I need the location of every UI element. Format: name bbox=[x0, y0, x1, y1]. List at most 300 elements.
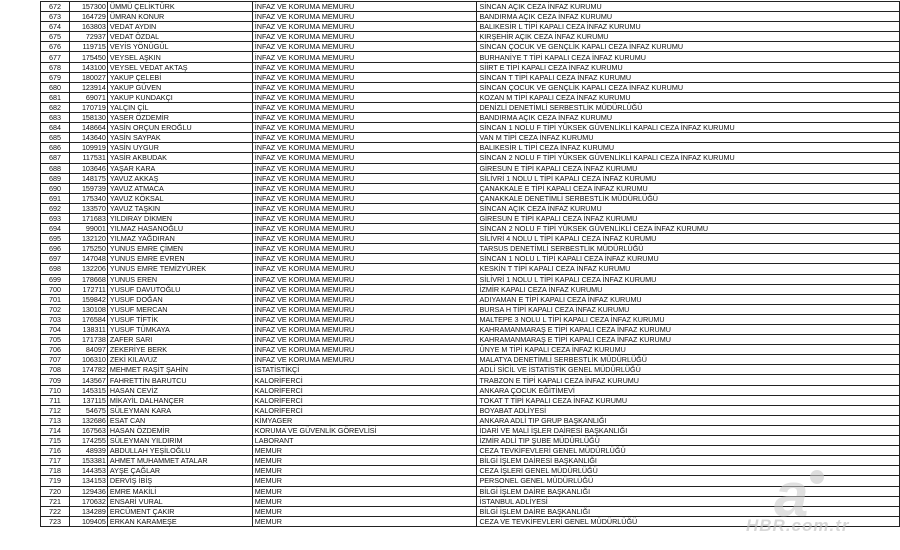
full-name-cell: YAVUZ AKKAŞ bbox=[107, 173, 252, 183]
assigned-institution-cell: BANDIRMA AÇIK CEZA İNFAZ KURUMU bbox=[477, 12, 900, 22]
registry-id-cell: 143100 bbox=[69, 62, 107, 72]
row-number-cell: 694 bbox=[41, 224, 70, 234]
table-row bbox=[41, 153, 900, 163]
row-number-cell: 713 bbox=[41, 415, 70, 425]
table-row bbox=[41, 486, 900, 496]
row-number-cell: 691 bbox=[41, 193, 70, 203]
row-number-cell: 684 bbox=[41, 123, 70, 133]
table-row bbox=[41, 123, 900, 133]
assigned-institution-cell: CEZA TEVKİFEVLERİ GENEL MÜDÜRLÜĞÜ bbox=[477, 446, 900, 456]
assigned-institution-cell: SİLİVRİ 1 NOLU L TİPİ KAPALI CEZA İNFAZ KURUMU bbox=[477, 274, 900, 284]
job-title-cell: MEMUR bbox=[252, 476, 477, 486]
table-row bbox=[41, 405, 900, 415]
row-number-cell: 697 bbox=[41, 254, 70, 264]
registry-id-cell: 159842 bbox=[69, 294, 107, 304]
table-row bbox=[41, 213, 900, 223]
job-title-cell: İNFAZ VE KORUMA MEMURU bbox=[252, 2, 477, 12]
job-title-cell: KALORİFERCİ bbox=[252, 375, 477, 385]
full-name-cell: ÜMMÜ ÇELİKTÜRK bbox=[107, 2, 252, 12]
row-number-cell: 688 bbox=[41, 163, 70, 173]
row-number-cell: 679 bbox=[41, 72, 70, 82]
registry-id-cell: 143640 bbox=[69, 133, 107, 143]
job-title-cell: İNFAZ VE KORUMA MEMURU bbox=[252, 325, 477, 335]
assigned-institution-cell: SİLİVRİ 1 NOLU L TİPİ KAPALI CEZA İNFAZ KURUMU bbox=[477, 173, 900, 183]
assigned-institution-cell: ÇANAKKALE E TİPİ KAPALI CEZA İNFAZ KURUMU bbox=[477, 183, 900, 193]
registry-id-cell: 84097 bbox=[69, 345, 107, 355]
full-name-cell: YUSUF DAVUTOĞLU bbox=[107, 284, 252, 294]
table-row bbox=[41, 254, 900, 264]
full-name-cell: YAKUP KUNDAKÇI bbox=[107, 92, 252, 102]
assigned-institution-cell: BALIKESİR L TİPİ KAPALI CEZA İNFAZ KURUMU bbox=[477, 22, 900, 32]
registry-id-cell: 132686 bbox=[69, 415, 107, 425]
table-row bbox=[41, 506, 900, 516]
row-number-cell: 717 bbox=[41, 456, 70, 466]
registry-id-cell: 180027 bbox=[69, 72, 107, 82]
assigned-institution-cell: DENİZLİ DENETİMLİ SERBESTLİK MÜDÜRLÜĞÜ bbox=[477, 102, 900, 112]
job-title-cell: İNFAZ VE KORUMA MEMURU bbox=[252, 234, 477, 244]
registry-id-cell: 170632 bbox=[69, 496, 107, 506]
assigned-institution-cell: SİNCAN ÇOCUK VE GENÇLİK KAPALI CEZA İNFAZ KURUMU bbox=[477, 42, 900, 52]
full-name-cell: ÜMRAN KONUR bbox=[107, 12, 252, 22]
table-row bbox=[41, 446, 900, 456]
row-number-cell: 706 bbox=[41, 345, 70, 355]
job-title-cell: İNFAZ VE KORUMA MEMURU bbox=[252, 264, 477, 274]
table-row bbox=[41, 82, 900, 92]
registry-id-cell: 54675 bbox=[69, 405, 107, 415]
registry-id-cell: 175250 bbox=[69, 244, 107, 254]
table-row bbox=[41, 395, 900, 405]
assigned-institution-cell: BURSA H TİPİ KAPALI CEZA İNFAZ KURUMU bbox=[477, 304, 900, 314]
assigned-institution-cell: BURHANİYE T TİPİ KAPALI CEZA İNFAZ KURUMU bbox=[477, 52, 900, 62]
row-number-cell: 707 bbox=[41, 355, 70, 365]
full-name-cell: YUNUS EMRE ÇİMEN bbox=[107, 244, 252, 254]
table-row bbox=[41, 425, 900, 435]
full-name-cell: DERVİŞ İBİŞ bbox=[107, 476, 252, 486]
assigned-institution-cell: KIRŞEHİR AÇIK CEZA İNFAZ KURUMU bbox=[477, 32, 900, 42]
table-row bbox=[41, 345, 900, 355]
assigned-institution-cell: BOYABAT ADLİYESİ bbox=[477, 405, 900, 415]
job-title-cell: İNFAZ VE KORUMA MEMURU bbox=[252, 203, 477, 213]
row-number-cell: 721 bbox=[41, 496, 70, 506]
job-title-cell: İNFAZ VE KORUMA MEMURU bbox=[252, 72, 477, 82]
registry-id-cell: 109919 bbox=[69, 143, 107, 153]
full-name-cell: SÜLEYMAN YILDIRIM bbox=[107, 436, 252, 446]
row-number-cell: 709 bbox=[41, 375, 70, 385]
assigned-institution-cell: VAN M TİPİ CEZA İNFAZ KURUMU bbox=[477, 133, 900, 143]
job-title-cell: İNFAZ VE KORUMA MEMURU bbox=[252, 143, 477, 153]
table-row bbox=[41, 234, 900, 244]
job-title-cell: İNFAZ VE KORUMA MEMURU bbox=[252, 82, 477, 92]
full-name-cell: YASİR AKBUDAK bbox=[107, 153, 252, 163]
assigned-institution-cell: SİNCAN ÇOCUK VE GENÇLİK KAPALI CEZA İNFAZ KURUMU bbox=[477, 82, 900, 92]
assigned-institution-cell: SİİRT E TİPİ KAPALI CEZA İNFAZ KURUMU bbox=[477, 62, 900, 72]
table-row bbox=[41, 355, 900, 365]
full-name-cell: HASAN ÖZDEMİR bbox=[107, 425, 252, 435]
job-title-cell: İNFAZ VE KORUMA MEMURU bbox=[252, 32, 477, 42]
table-row bbox=[41, 314, 900, 324]
table-row bbox=[41, 456, 900, 466]
full-name-cell: YUSUF MERCAN bbox=[107, 304, 252, 314]
registry-id-cell: 143567 bbox=[69, 375, 107, 385]
full-name-cell: YAVUZ ATMACA bbox=[107, 183, 252, 193]
registry-id-cell: 137115 bbox=[69, 395, 107, 405]
table-row bbox=[41, 72, 900, 82]
assigned-institution-cell: ÇANAKKALE DENETİMLİ SERBESTLİK MÜDÜRLÜĞÜ bbox=[477, 193, 900, 203]
row-number-cell: 693 bbox=[41, 213, 70, 223]
job-title-cell: KALORİFERCİ bbox=[252, 405, 477, 415]
registry-id-cell: 134289 bbox=[69, 506, 107, 516]
registry-id-cell: 133570 bbox=[69, 203, 107, 213]
table-row bbox=[41, 12, 900, 22]
full-name-cell: YAKUP ÇELEBİ bbox=[107, 72, 252, 82]
full-name-cell: YILMAZ HASANOĞLU bbox=[107, 224, 252, 234]
assigned-institution-cell: TARSUS DENETİMLİ SERBESTLİK MÜDÜRLÜĞÜ bbox=[477, 244, 900, 254]
full-name-cell: ABDULLAH YEŞİLOĞLU bbox=[107, 446, 252, 456]
registry-id-cell: 119715 bbox=[69, 42, 107, 52]
registry-id-cell: 175340 bbox=[69, 193, 107, 203]
row-number-cell: 712 bbox=[41, 405, 70, 415]
job-title-cell: İNFAZ VE KORUMA MEMURU bbox=[252, 294, 477, 304]
full-name-cell: ZAFER SARI bbox=[107, 335, 252, 345]
registry-id-cell: 148175 bbox=[69, 173, 107, 183]
job-title-cell: İNFAZ VE KORUMA MEMURU bbox=[252, 244, 477, 254]
job-title-cell: İNFAZ VE KORUMA MEMURU bbox=[252, 92, 477, 102]
job-title-cell: İSTATİSTİKÇİ bbox=[252, 365, 477, 375]
assigned-institution-cell: TRABZON E TİPİ KAPALI CEZA İNFAZ KURUMU bbox=[477, 375, 900, 385]
assigned-institution-cell: BİLGİ İŞLEM DAİRE BAŞKANLIĞI bbox=[477, 506, 900, 516]
full-name-cell: YAVUZ KÖKSAL bbox=[107, 193, 252, 203]
row-number-cell: 695 bbox=[41, 234, 70, 244]
full-name-cell: ERKAN KARAMEŞE bbox=[107, 516, 252, 526]
watermark-letter: a bbox=[774, 461, 809, 530]
registry-id-cell: 72937 bbox=[69, 32, 107, 42]
row-number-cell: 692 bbox=[41, 203, 70, 213]
full-name-cell: YASİN ORÇUN EROĞLU bbox=[107, 123, 252, 133]
row-number-cell: 674 bbox=[41, 22, 70, 32]
table-row bbox=[41, 92, 900, 102]
full-name-cell: YAKUP GÜVEN bbox=[107, 82, 252, 92]
assigned-institution-cell: SİNCAN 1 NOLU F TİPİ YÜKSEK GÜVENLİKLİ KAPALI CEZA İNFAZ KURUMU bbox=[477, 123, 900, 133]
job-title-cell: İNFAZ VE KORUMA MEMURU bbox=[252, 22, 477, 32]
registry-id-cell: 171683 bbox=[69, 213, 107, 223]
table-row bbox=[41, 335, 900, 345]
registry-id-cell: 138311 bbox=[69, 325, 107, 335]
row-number-cell: 676 bbox=[41, 42, 70, 52]
assigned-institution-cell: İZMİR KAPALI CEZA İNFAZ KURUMU bbox=[477, 284, 900, 294]
registry-id-cell: 99001 bbox=[69, 224, 107, 234]
row-number-cell: 675 bbox=[41, 32, 70, 42]
row-number-cell: 699 bbox=[41, 274, 70, 284]
row-number-cell: 680 bbox=[41, 82, 70, 92]
job-title-cell: İNFAZ VE KORUMA MEMURU bbox=[252, 62, 477, 72]
job-title-cell: İNFAZ VE KORUMA MEMURU bbox=[252, 173, 477, 183]
table-row bbox=[41, 476, 900, 486]
full-name-cell: YILMAZ YAĞDIRAN bbox=[107, 234, 252, 244]
table-row bbox=[41, 375, 900, 385]
row-number-cell: 711 bbox=[41, 395, 70, 405]
assigned-institution-cell: GİRESUN E TİPİ KAPALI CEZA İNFAZ KURUMU bbox=[477, 213, 900, 223]
row-number-cell: 701 bbox=[41, 294, 70, 304]
registry-id-cell: 171738 bbox=[69, 335, 107, 345]
assigned-institution-cell: ADLİ SİCİL VE İSTATİSTİK GENEL MÜDÜRLÜĞÜ bbox=[477, 365, 900, 375]
assigned-institution-cell: SİNCAN AÇIK CEZA İNFAZ KURUMU bbox=[477, 2, 900, 12]
job-title-cell: MEMUR bbox=[252, 446, 477, 456]
table-row bbox=[41, 466, 900, 476]
job-title-cell: MEMUR bbox=[252, 496, 477, 506]
registry-id-cell: 163803 bbox=[69, 22, 107, 32]
registry-id-cell: 176584 bbox=[69, 314, 107, 324]
assigned-institution-cell: ÜNYE M TİPİ KAPALI CEZA İNFAZ KURUMU bbox=[477, 345, 900, 355]
job-title-cell: İNFAZ VE KORUMA MEMURU bbox=[252, 314, 477, 324]
table-row bbox=[41, 193, 900, 203]
job-title-cell: KORUMA VE GÜVENLİK GÖREVLİSİ bbox=[252, 425, 477, 435]
assigned-institution-cell: ADIYAMAN E TİPİ KAPALI CEZA İNFAZ KURUMU bbox=[477, 294, 900, 304]
assigned-institution-cell: TOKAT T TİPİ KAPALI CEZA İNFAZ KURUMU bbox=[477, 395, 900, 405]
full-name-cell: EMRE MAKİLİ bbox=[107, 486, 252, 496]
job-title-cell: İNFAZ VE KORUMA MEMURU bbox=[252, 153, 477, 163]
row-number-cell: 677 bbox=[41, 52, 70, 62]
row-number-cell: 703 bbox=[41, 314, 70, 324]
registry-id-cell: 172711 bbox=[69, 284, 107, 294]
registry-id-cell: 144353 bbox=[69, 466, 107, 476]
row-number-cell: 704 bbox=[41, 325, 70, 335]
registry-id-cell: 130108 bbox=[69, 304, 107, 314]
job-title-cell: İNFAZ VE KORUMA MEMURU bbox=[252, 345, 477, 355]
assigned-institution-cell: İDARİ VE MALİ İŞLER DAİRESİ BAŞKANLIĞI bbox=[477, 425, 900, 435]
table-row bbox=[41, 42, 900, 52]
registry-id-cell: 148664 bbox=[69, 123, 107, 133]
table-row bbox=[41, 304, 900, 314]
full-name-cell: MİKAYİL DALHANÇER bbox=[107, 395, 252, 405]
row-number-cell: 696 bbox=[41, 244, 70, 254]
job-title-cell: KİMYAGER bbox=[252, 415, 477, 425]
job-title-cell: İNFAZ VE KORUMA MEMURU bbox=[252, 304, 477, 314]
row-number-cell: 673 bbox=[41, 12, 70, 22]
registry-id-cell: 132206 bbox=[69, 264, 107, 274]
assigned-institution-cell: PERSONEL GENEL MÜDÜRLÜĞÜ bbox=[477, 476, 900, 486]
assigned-institution-cell: SİNCAN 1 NOLU L TİPİ KAPALI CEZA İNFAZ KURUMU bbox=[477, 254, 900, 264]
row-number-cell: 689 bbox=[41, 173, 70, 183]
registry-id-cell: 175450 bbox=[69, 52, 107, 62]
full-name-cell: ERCÜMENT ÇAKIR bbox=[107, 506, 252, 516]
assigned-institution-cell: KESKİN T TİPİ KAPALI CEZA İNFAZ KURUMU bbox=[477, 264, 900, 274]
full-name-cell: YASİN SAYPAK bbox=[107, 133, 252, 143]
table-row bbox=[41, 415, 900, 425]
job-title-cell: İNFAZ VE KORUMA MEMURU bbox=[252, 224, 477, 234]
job-title-cell: MEMUR bbox=[252, 516, 477, 526]
row-number-cell: 705 bbox=[41, 335, 70, 345]
job-title-cell: MEMUR bbox=[252, 506, 477, 516]
assigned-institution-cell: MALATYA DENETİMLİ SERBESTLİK MÜDÜRLÜĞÜ bbox=[477, 355, 900, 365]
row-number-cell: 685 bbox=[41, 133, 70, 143]
registry-id-cell: 174255 bbox=[69, 436, 107, 446]
job-title-cell: MEMUR bbox=[252, 466, 477, 476]
table-row bbox=[41, 244, 900, 254]
assigned-institution-cell: BİLGİ İŞLEM DAİRESİ BAŞKANLIĞI bbox=[477, 456, 900, 466]
table-row bbox=[41, 203, 900, 213]
assigned-institution-cell: KAHRAMANMARAŞ E TİPİ KAPALI CEZA İNFAZ KURUMU bbox=[477, 335, 900, 345]
table-row bbox=[41, 133, 900, 143]
full-name-cell: FAHRETTİN BARUTCU bbox=[107, 375, 252, 385]
job-title-cell: KALORİFERCİ bbox=[252, 385, 477, 395]
row-number-cell: 698 bbox=[41, 264, 70, 274]
job-title-cell: LABORANT bbox=[252, 436, 477, 446]
registry-id-cell: 174782 bbox=[69, 365, 107, 375]
registry-id-cell: 134153 bbox=[69, 476, 107, 486]
job-title-cell: İNFAZ VE KORUMA MEMURU bbox=[252, 254, 477, 264]
full-name-cell: YUNUS EMRE EVREN bbox=[107, 254, 252, 264]
assigned-institution-cell: MALTEPE 3 NOLU L TİPİ KAPALI CEZA İNFAZ KURUMU bbox=[477, 314, 900, 324]
full-name-cell: ZEKİ KILAVUZ bbox=[107, 355, 252, 365]
registry-id-cell: 123914 bbox=[69, 82, 107, 92]
row-number-cell: 723 bbox=[41, 516, 70, 526]
job-title-cell: İNFAZ VE KORUMA MEMURU bbox=[252, 113, 477, 123]
full-name-cell: YILDIRAY DİKMEN bbox=[107, 213, 252, 223]
row-number-cell: 702 bbox=[41, 304, 70, 314]
registry-id-cell: 178668 bbox=[69, 274, 107, 284]
job-title-cell: İNFAZ VE KORUMA MEMURU bbox=[252, 183, 477, 193]
row-number-cell: 718 bbox=[41, 466, 70, 476]
table-row bbox=[41, 32, 900, 42]
row-number-cell: 690 bbox=[41, 183, 70, 193]
registry-id-cell: 129436 bbox=[69, 486, 107, 496]
assigned-institution-cell: KAHRAMANMARAŞ E TİPİ KAPALI CEZA İNFAZ KURUMU bbox=[477, 325, 900, 335]
registry-id-cell: 157300 bbox=[69, 2, 107, 12]
full-name-cell: AYŞE ÇAĞLAR bbox=[107, 466, 252, 476]
row-number-cell: 686 bbox=[41, 143, 70, 153]
table-row bbox=[41, 102, 900, 112]
full-name-cell: YUSUF TİFTİK bbox=[107, 314, 252, 324]
assigned-institution-cell: BALIKESİR L TİPİ CEZA İNFAZ KURUMU bbox=[477, 143, 900, 153]
registry-id-cell: 147048 bbox=[69, 254, 107, 264]
table-row bbox=[41, 436, 900, 446]
assigned-institution-cell: SİNCAN AÇIK CEZA İNFAZ KURUMU bbox=[477, 203, 900, 213]
registry-id-cell: 158130 bbox=[69, 113, 107, 123]
full-name-cell: ENSARİ VURAL bbox=[107, 496, 252, 506]
job-title-cell: İNFAZ VE KORUMA MEMURU bbox=[252, 102, 477, 112]
registry-id-cell: 170719 bbox=[69, 102, 107, 112]
full-name-cell: ESAT CAN bbox=[107, 415, 252, 425]
full-name-cell: MEHMET RAŞİT ŞAHİN bbox=[107, 365, 252, 375]
full-name-cell: YUNUS EMRE TEMİZYÜREK bbox=[107, 264, 252, 274]
job-title-cell: İNFAZ VE KORUMA MEMURU bbox=[252, 274, 477, 284]
job-title-cell: İNFAZ VE KORUMA MEMURU bbox=[252, 52, 477, 62]
registry-id-cell: 109405 bbox=[69, 516, 107, 526]
assigned-institution-cell: ANKARA ÇOCUK EĞİTİMEVİ bbox=[477, 385, 900, 395]
table-row bbox=[41, 173, 900, 183]
full-name-cell: VEDAT AYDIN bbox=[107, 22, 252, 32]
row-number-cell: 687 bbox=[41, 153, 70, 163]
watermark-text: HBR.com.tr bbox=[746, 516, 850, 535]
full-name-cell: AHMET MUHAMMET ATALAR bbox=[107, 456, 252, 466]
job-title-cell: İNFAZ VE KORUMA MEMURU bbox=[252, 193, 477, 203]
table-row bbox=[41, 385, 900, 395]
assigned-institution-cell: CEZA İŞLERİ GENEL MÜDÜRLÜĞÜ bbox=[477, 466, 900, 476]
full-name-cell: YUNUS EREN bbox=[107, 274, 252, 284]
row-number-cell: 708 bbox=[41, 365, 70, 375]
personnel-table bbox=[40, 1, 900, 527]
full-name-cell: HASAN CEVİZ bbox=[107, 385, 252, 395]
full-name-cell: VEYSEL VEDAT AKTAŞ bbox=[107, 62, 252, 72]
assigned-institution-cell: ANKARA ADLİ TIP GRUP BAŞKANLIĞI bbox=[477, 415, 900, 425]
job-title-cell: MEMUR bbox=[252, 456, 477, 466]
job-title-cell: İNFAZ VE KORUMA MEMURU bbox=[252, 133, 477, 143]
table-row bbox=[41, 365, 900, 375]
assigned-institution-cell: CEZA VE TEVKİFEVLERİ GENEL MÜDÜRLÜĞÜ bbox=[477, 516, 900, 526]
full-name-cell: YUSUF DOĞAN bbox=[107, 294, 252, 304]
assigned-institution-cell: KOZAN M TİPİ KAPALI CEZA İNFAZ KURUMU bbox=[477, 92, 900, 102]
assigned-institution-cell: BANDIRMA AÇIK CEZA İNFAZ KURUMU bbox=[477, 113, 900, 123]
assigned-institution-cell: GİRESUN E TİPİ KAPALI CEZA İNFAZ KURUMU bbox=[477, 163, 900, 173]
full-name-cell: YASER ÖZDEMİR bbox=[107, 113, 252, 123]
full-name-cell: VEYİS YÖNÜGÜL bbox=[107, 42, 252, 52]
full-name-cell: YALÇIN ÇİL bbox=[107, 102, 252, 112]
table-row bbox=[41, 496, 900, 506]
full-name-cell: YASİN UYGUR bbox=[107, 143, 252, 153]
assigned-institution-cell: SİNCAN 2 NOLU F TİPİ YÜKSEK GÜVENLİKLİ KAPALI CEZA İNFAZ KURUMU bbox=[477, 153, 900, 163]
table-row bbox=[41, 2, 900, 12]
full-name-cell: YUSUF TÜMKAYA bbox=[107, 325, 252, 335]
table-row bbox=[41, 264, 900, 274]
registry-id-cell: 106310 bbox=[69, 355, 107, 365]
full-name-cell: ZEKERİYE BERK bbox=[107, 345, 252, 355]
row-number-cell: 722 bbox=[41, 506, 70, 516]
table-row bbox=[41, 294, 900, 304]
assigned-institution-cell: SİNCAN T TİPİ KAPALI CEZA İNFAZ KURUMU bbox=[477, 72, 900, 82]
table-row bbox=[41, 183, 900, 193]
table-row bbox=[41, 22, 900, 32]
row-number-cell: 719 bbox=[41, 476, 70, 486]
registry-id-cell: 117531 bbox=[69, 153, 107, 163]
table-row bbox=[41, 224, 900, 234]
assigned-institution-cell: BİLGİ İŞLEM DAİRE BAŞKANLIĞI bbox=[477, 486, 900, 496]
job-title-cell: KALORİFERCİ bbox=[252, 395, 477, 405]
job-title-cell: İNFAZ VE KORUMA MEMURU bbox=[252, 213, 477, 223]
assigned-institution-cell: İSTANBUL ADLİYESİ bbox=[477, 496, 900, 506]
registry-id-cell: 153381 bbox=[69, 456, 107, 466]
job-title-cell: İNFAZ VE KORUMA MEMURU bbox=[252, 163, 477, 173]
job-title-cell: MEMUR bbox=[252, 486, 477, 496]
table-row bbox=[41, 325, 900, 335]
full-name-cell: YAVUZ TAŞKIN bbox=[107, 203, 252, 213]
row-number-cell: 672 bbox=[41, 2, 70, 12]
table-row bbox=[41, 516, 900, 526]
registry-id-cell: 132120 bbox=[69, 234, 107, 244]
registry-id-cell: 159739 bbox=[69, 183, 107, 193]
row-number-cell: 710 bbox=[41, 385, 70, 395]
job-title-cell: İNFAZ VE KORUMA MEMURU bbox=[252, 355, 477, 365]
job-title-cell: İNFAZ VE KORUMA MEMURU bbox=[252, 123, 477, 133]
table-row bbox=[41, 143, 900, 153]
table-row bbox=[41, 52, 900, 62]
full-name-cell: SÜLEYMAN KARA bbox=[107, 405, 252, 415]
row-number-cell: 720 bbox=[41, 486, 70, 496]
assigned-institution-cell: SİLİVRİ 4 NOLU L TİPİ KAPALI CEZA İNFAZ KURUMU bbox=[477, 234, 900, 244]
row-number-cell: 700 bbox=[41, 284, 70, 294]
registry-id-cell: 48939 bbox=[69, 446, 107, 456]
full-name-cell: VEDAT ÖZDAL bbox=[107, 32, 252, 42]
registry-id-cell: 164729 bbox=[69, 12, 107, 22]
job-title-cell: İNFAZ VE KORUMA MEMURU bbox=[252, 42, 477, 52]
job-title-cell: İNFAZ VE KORUMA MEMURU bbox=[252, 12, 477, 22]
row-number-cell: 682 bbox=[41, 102, 70, 112]
registry-id-cell: 103646 bbox=[69, 163, 107, 173]
table-row bbox=[41, 274, 900, 284]
registry-id-cell: 167563 bbox=[69, 425, 107, 435]
table-row bbox=[41, 62, 900, 72]
full-name-cell: YAŞAR KARA bbox=[107, 163, 252, 173]
table-row bbox=[41, 113, 900, 123]
